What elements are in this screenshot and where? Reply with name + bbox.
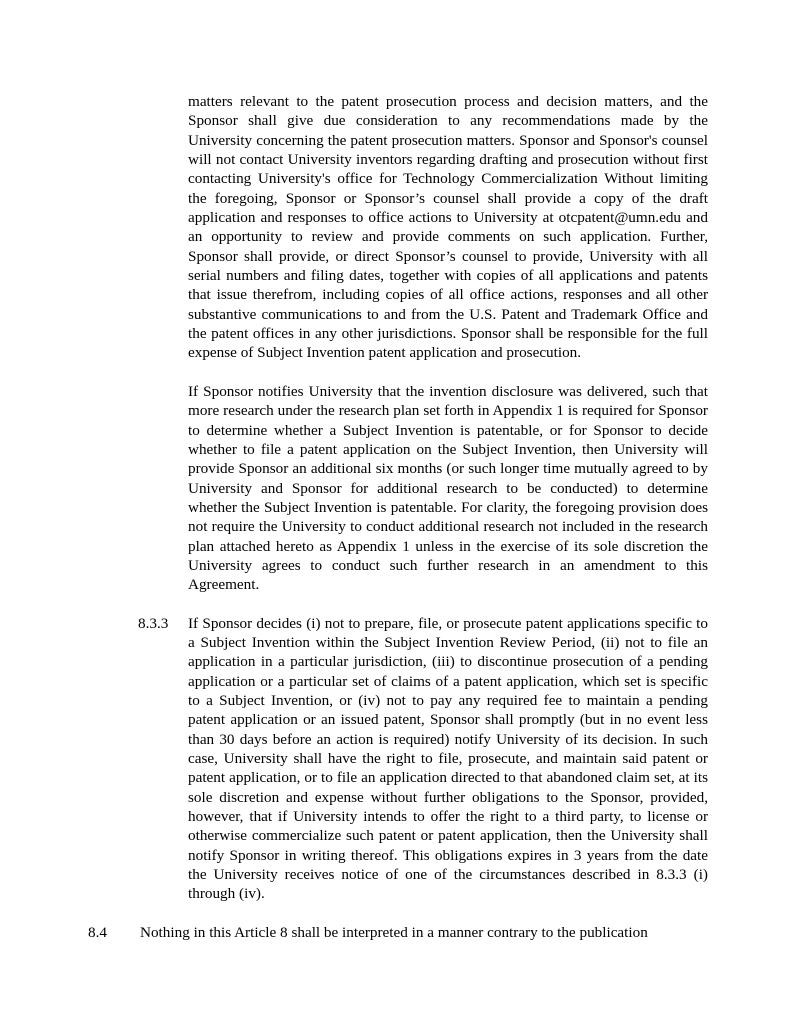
paragraph-patent-prosecution: matters relevant to the patent prosecution process and decision matters, and the Sponsor shall give due consideration to any recommendations made by the University concerning the patent prosecution matters. Sponsor and Sponsor's counsel will not contact University inventors regarding drafting and prosecution without first contacting University's office for Technology Commercialization Without limiting the foregoing, Sponsor or Sponsor’s counsel shall provide a copy of the draft application and responses to office actions to University at otcpatent@umn.edu and an opportunity to review and provide comments on such application. Further, Sponsor shall provide, or direct Sponsor’s counsel to provide, University with all serial numbers and filing dates, together with copies of all applications and patents that issue therefrom, including copies of all office actions, responses and all other substantive communications to and from the U.S. Patent and Trademark Office and the patent offices in any other jurisdictions. Sponsor shall be responsible for the full expense of Subject Invention patent application and prosecution. <box>188 93 708 362</box>
clause-body-8-4: Nothing in this Article 8 shall be interpreted in a manner contrary to the publication <box>140 923 648 941</box>
clause-8-3-3 <box>88 614 708 904</box>
clause-body-8-3-3: If Sponsor decides (i) not to prepare, file, or prosecute patent applications specific to a Subject Invention within the Subject Invention Review Period, (ii) not to file an application in a particular jurisdiction, (iii) to discontinue prosecution of a pending application or a particular set of claims of a patent application, which set is specific to a Subject Invention, or (iv) not to pay any required fee to maintain a pending patent application or an issued patent, Sponsor shall promptly (but in no event less than 30 days before an action is required) notify University of its decision. In such case, University shall have the right to file, prosecute, and maintain said patent or patent application, or to file an application directed to that abandoned claim set, at its sole discretion and expense without further obligations to the Sponsor, provided, however, that if University intends to offer the right to a third party, to license or otherwise commercialize such patent or patent application, then the University shall notify Sponsor in writing thereof. This obligations expires in 3 years from the date the University receives notice of one of the circumstances described in 8.3.3 (i) through (iv). <box>188 614 708 903</box>
clause-number-8-4: 8.4 <box>88 923 107 941</box>
clause-8-4 <box>88 923 708 942</box>
document-text-column <box>88 92 708 961</box>
paragraph-invention-disclosure: If Sponsor notifies University that the invention disclosure was delivered, such that more research under the research plan set forth in Appendix 1 is required for Sponsor to determine whether a Subject Invention is patentable, or for Sponsor to decide whether to file a patent application on the Subject Invention, then University will provide Sponsor an additional six months (or such longer time mutually agreed to by University and Sponsor for additional research to be conducted) to determine whether the Subject Invention is patentable. For clarity, the foregoing provision does not require the University to conduct additional research not included in the research plan attached hereto as Appendix 1 unless in the exercise of its sole discretion the University agrees to conduct such further research in an amendment to this Agreement. <box>188 382 708 594</box>
clause-number-8-3-3: 8.3.3 <box>138 614 169 632</box>
